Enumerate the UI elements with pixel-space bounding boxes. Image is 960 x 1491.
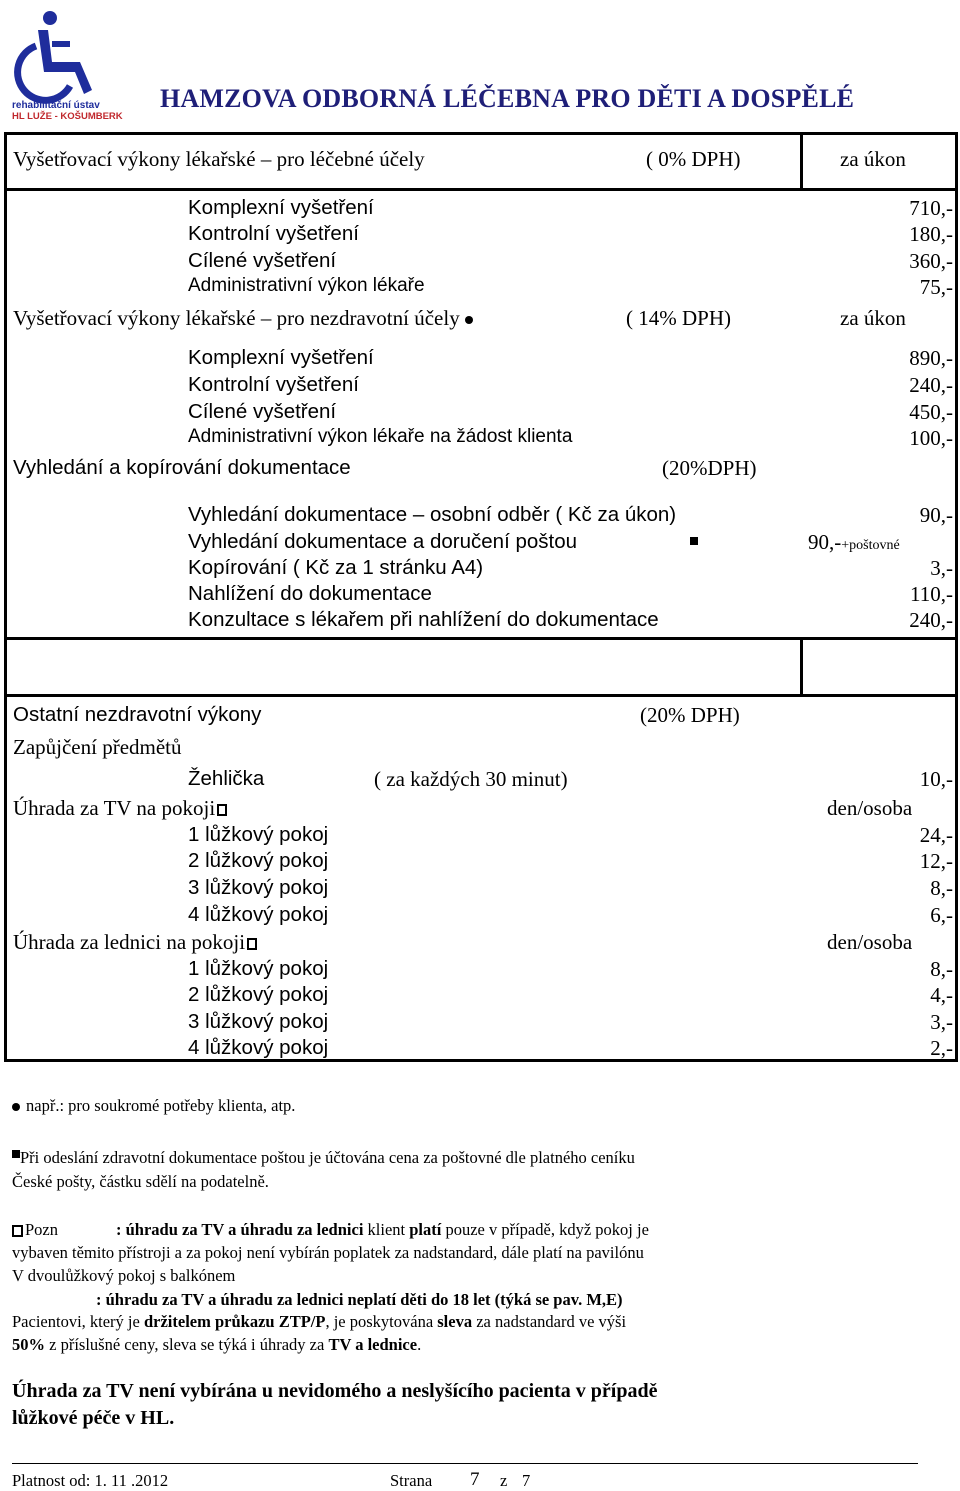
checkbox-icon (217, 804, 227, 816)
price: 240,- (909, 373, 953, 397)
table-divider (4, 694, 958, 697)
fridge-unit: den/osoba (827, 930, 913, 954)
iron-note: ( za každých 30 minut) (374, 767, 568, 791)
price: 10,- (919, 767, 953, 791)
org-title: HAMZOVA ODBORNÁ LÉČEBNA PRO DĚTI A DOSPĚLÉ (160, 84, 855, 113)
list-item: 3 lůžkový pokoj (188, 1010, 329, 1033)
page-of: z (500, 1471, 508, 1490)
list-item: Cílené vyšetření (188, 249, 337, 272)
list-item: Vyhledání dokumentace – osobní odběr ( Kč za úkon) (188, 503, 677, 526)
list-item: Administrativní výkon lékaře na žádost klienta (188, 426, 573, 447)
ztp-note-2: 50% z příslušné ceny, sleva se týká i úhrady za TV a lednice. (12, 1335, 422, 1354)
list-item: Komplexní vyšetření (188, 346, 374, 369)
price: 90,-+poštovné (808, 530, 900, 554)
list-item: Konzultace s lékařem při nahlížení do dokumentace (188, 608, 659, 631)
price: 100,- (909, 426, 953, 450)
list-item: Žehlička (188, 767, 265, 790)
section2-vat: ( 14% DPH) (626, 306, 731, 330)
price: 710,- (909, 196, 953, 220)
price: 8,- (930, 957, 953, 981)
price: 12,- (919, 849, 953, 873)
section4-vat: (20% DPH) (640, 703, 740, 727)
section1-title: Vyšetřovací výkony lékařské – pro léčebné účely (13, 147, 425, 171)
logo-text-line2: HL LUŽE - KOŠUMBERK (12, 111, 123, 122)
section2-title: Vyšetřovací výkony lékařské – pro nezdravotní účely (13, 306, 479, 331)
pozn-note: Pozn : úhradu za TV a úhradu za lednici klient platí pouze v případě, když pokoj je (12, 1220, 649, 1240)
bullet-icon (465, 316, 473, 324)
list-item: Nahlížení do dokumentace (188, 582, 432, 605)
section1-vat: ( 0% DPH) (646, 147, 741, 171)
section4-title: Ostatní nezdravotní výkony (13, 703, 262, 726)
list-item: Kontrolní vyšetření (188, 373, 359, 396)
loan-title: Zapůjčení předmětů (13, 735, 182, 759)
list-item: Administrativní výkon lékaře (188, 275, 425, 296)
logo-text-line1: rehabilitační ústav (12, 100, 100, 111)
list-item: Vyhledání dokumentace a doručení poštou (188, 530, 578, 553)
table-divider (4, 188, 958, 191)
list-item: Kontrolní vyšetření (188, 222, 359, 245)
list-item: 2 lůžkový pokoj (188, 983, 329, 1006)
price: 240,- (909, 608, 953, 632)
post-note-2: České pošty, částku sdělí na podatelně. (12, 1172, 269, 1191)
column-divider (800, 135, 803, 191)
list-item: 1 lůžkový pokoj (188, 957, 329, 980)
list-item: 1 lůžkový pokoj (188, 823, 329, 846)
list-item: 2 lůžkový pokoj (188, 849, 329, 872)
checkbox-icon (12, 1225, 23, 1237)
page-total: 7 (522, 1471, 531, 1490)
logo (8, 4, 126, 122)
tv-unit: den/osoba (827, 796, 913, 820)
list-item: Kopírování ( Kč za 1 stránku A4) (188, 556, 484, 579)
price: 360,- (909, 249, 953, 273)
fridge-title: Úhrada za lednici na pokoji (13, 930, 257, 955)
price: 24,- (919, 823, 953, 847)
pozn-line3: V dvoulůžkový pokoj s balkónem (12, 1266, 236, 1285)
price: 8,- (930, 876, 953, 900)
price: 2,- (930, 1036, 953, 1060)
price: 90,- (919, 503, 953, 527)
section2-unit: za úkon (840, 306, 906, 330)
price: 75,- (919, 275, 953, 299)
tv-title: Úhrada za TV na pokoji (13, 796, 227, 821)
post-marker-icon (12, 1150, 20, 1158)
price: 3,- (930, 1010, 953, 1034)
blind-note-2: lůžkové péče v HL. (12, 1407, 175, 1429)
section3-title: Vyhledání a kopírování dokumentace (13, 456, 351, 479)
checkbox-icon (247, 938, 257, 950)
table-divider (4, 637, 958, 640)
section1-unit: za úkon (840, 147, 906, 171)
list-item: Cílené vyšetření (188, 400, 337, 423)
page-label: Strana (390, 1471, 433, 1490)
list-item: 3 lůžkový pokoj (188, 876, 329, 899)
children-note: : úhradu za TV a úhradu za lednici neplatí děti do 18 let (týká se pav. M,E) (96, 1290, 623, 1309)
price: 450,- (909, 400, 953, 424)
list-item: 4 lůžkový pokoj (188, 1036, 329, 1059)
price: 4,- (930, 983, 953, 1007)
pozn-line2: vybaven těmito přístroji a za pokoj není vybírán poplatek za nadstandard, dále platí na pavilónu (12, 1243, 644, 1262)
list-item: 4 lůžkový pokoj (188, 903, 329, 926)
list-item: Komplexní vyšetření (188, 196, 374, 219)
column-divider (800, 640, 803, 697)
price: 890,- (909, 346, 953, 370)
price-table (4, 132, 958, 1062)
post-marker-icon (690, 537, 698, 545)
price: 6,- (930, 903, 953, 927)
price: 110,- (910, 582, 953, 606)
section3-vat: (20%DPH) (662, 456, 757, 480)
price: 3,- (930, 556, 953, 580)
ztp-note: Pacientovi, který je držitelem průkazu ZTP/P, je poskytována sleva za nadstandard ve výši (12, 1312, 627, 1331)
footer-rule (12, 1463, 918, 1464)
page-number: 7 (470, 1469, 480, 1490)
post-note: Při odeslání zdravotní dokumentace poštou je účtována cena za poštovné dle platného ceníku (12, 1148, 635, 1168)
validity: Platnost od: 1. 11 .2012 (12, 1471, 169, 1490)
bullet-note: např.: pro soukromé potřeby klienta, atp. (12, 1096, 295, 1116)
price: 180,- (909, 222, 953, 246)
blind-note: Úhrada za TV není vybírána u nevidomého a neslyšícího pacienta v případě (12, 1380, 658, 1402)
bullet-icon (12, 1103, 20, 1111)
